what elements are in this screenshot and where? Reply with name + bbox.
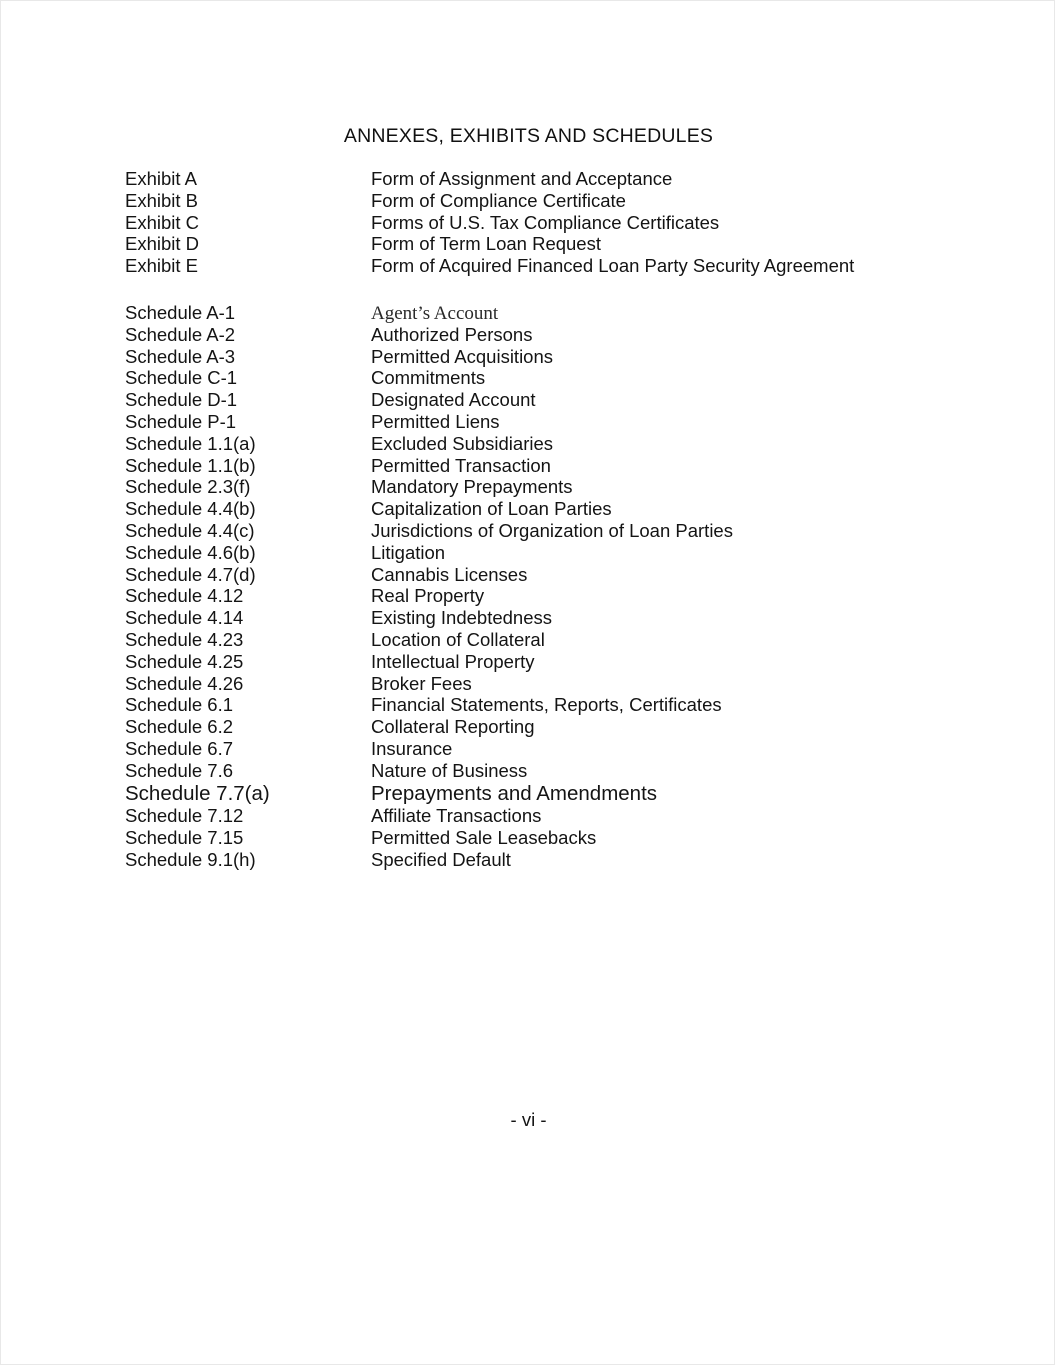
schedule-row <box>125 302 985 324</box>
schedule-row <box>125 716 985 738</box>
exhibit-row <box>125 233 985 255</box>
schedule-row <box>125 346 985 368</box>
schedule-row-label: Schedule 7.6 <box>125 759 234 781</box>
schedule-row-description: Excluded Subsidiaries <box>371 432 554 454</box>
schedule-row-label: Schedule 7.12 <box>125 805 244 827</box>
schedule-row-label: Schedule 6.2 <box>125 716 234 738</box>
exhibit-list <box>125 168 985 277</box>
schedule-row <box>125 607 985 629</box>
schedule-row-description: Cannabis Licenses <box>371 563 528 585</box>
schedule-row-label: Schedule 1.1(b) <box>125 454 256 476</box>
schedule-row <box>125 367 985 389</box>
exhibit-row-description: Form of Compliance Certificate <box>371 189 626 211</box>
schedule-row-label: Schedule 4.14 <box>125 607 244 629</box>
schedule-row <box>125 433 985 455</box>
schedule-row-label: Schedule A-1 <box>125 302 236 323</box>
schedule-row-label: Schedule 4.26 <box>125 672 244 694</box>
schedule-row-label: Schedule 4.4(b) <box>125 498 256 520</box>
schedule-row <box>125 760 985 782</box>
page-title: ANNEXES, EXHIBITS AND SCHEDULES <box>343 125 714 147</box>
schedule-row <box>125 542 985 564</box>
schedule-row-description: Location of Collateral <box>371 628 545 650</box>
schedule-row-description: Permitted Acquisitions <box>371 345 554 367</box>
schedule-row-label: Schedule A-3 <box>125 345 236 367</box>
schedule-row-label: Schedule 4.4(c) <box>125 519 255 541</box>
schedule-row-label: Schedule 7.15 <box>125 826 244 848</box>
schedule-row <box>125 411 985 433</box>
exhibit-row <box>125 168 985 190</box>
schedule-row-description: Permitted Sale Leasebacks <box>371 826 597 848</box>
schedule-row <box>125 827 985 849</box>
exhibit-row-description: Forms of U.S. Tax Compliance Certificates <box>371 211 720 233</box>
schedule-list <box>125 302 985 870</box>
exhibit-row-label: Exhibit B <box>125 189 199 211</box>
schedule-row-label: Schedule A-2 <box>125 323 236 345</box>
schedule-row-description: Permitted Transaction <box>371 454 551 476</box>
schedule-row-description: Capitalization of Loan Parties <box>371 498 612 520</box>
exhibit-row-description: Form of Acquired Financed Loan Party Security Agreement <box>371 255 855 277</box>
exhibit-row-label: Exhibit A <box>125 168 197 189</box>
schedule-row-description: Intellectual Property <box>371 650 535 672</box>
schedule-row-label: Schedule C-1 <box>125 367 238 389</box>
schedule-row-description: Litigation <box>371 541 446 563</box>
schedule-row-label: Schedule 4.23 <box>125 628 244 650</box>
schedule-row-label: Schedule 1.1(a) <box>125 432 256 454</box>
page-number: - vi - <box>510 1109 547 1130</box>
schedule-row-label: Schedule P-1 <box>125 410 237 432</box>
schedule-row-description: Authorized Persons <box>371 323 533 345</box>
schedule-row-description: Real Property <box>371 585 485 607</box>
schedule-row <box>125 324 985 346</box>
exhibit-row <box>125 212 985 234</box>
schedule-row <box>125 520 985 542</box>
schedule-row <box>125 805 985 827</box>
exhibit-row-label: Exhibit E <box>125 255 199 277</box>
schedule-row <box>125 782 985 806</box>
schedule-row-label: Schedule 9.1(h) <box>125 848 256 870</box>
schedule-row-label: Schedule 6.7 <box>125 737 234 759</box>
schedule-row-label: Schedule 4.25 <box>125 650 244 672</box>
schedule-row <box>125 849 985 871</box>
exhibit-row-label: Exhibit D <box>125 233 200 255</box>
exhibit-row-description: Form of Assignment and Acceptance <box>371 168 673 189</box>
exhibit-row-description: Form of Term Loan Request <box>371 233 601 255</box>
schedule-row <box>125 389 985 411</box>
schedule-row-description: Existing Indebtedness <box>371 607 553 629</box>
schedule-row <box>125 738 985 760</box>
schedule-row-description: Nature of Business <box>371 759 528 781</box>
schedule-row-description: Affiliate Transactions <box>371 805 542 827</box>
schedule-row-label: Schedule 2.3(f) <box>125 476 251 498</box>
schedule-row-description: Broker Fees <box>371 672 472 694</box>
schedule-row-description: Insurance <box>371 737 453 759</box>
schedule-row <box>125 455 985 477</box>
schedule-row-description: Specified Default <box>371 848 511 870</box>
exhibit-row-label: Exhibit C <box>125 211 200 233</box>
exhibit-row <box>125 255 985 277</box>
schedule-row-description: Collateral Reporting <box>371 716 535 738</box>
schedule-row-description: Commitments <box>371 367 486 389</box>
schedule-row <box>125 629 985 651</box>
schedule-row <box>125 694 985 716</box>
schedule-row-description: Financial Statements, Reports, Certificates <box>371 694 722 716</box>
schedule-row-label: Schedule 4.12 <box>125 585 244 607</box>
schedule-row-description: Permitted Liens <box>371 410 500 432</box>
schedule-row <box>125 673 985 695</box>
schedule-row <box>125 585 985 607</box>
schedule-row-description: Prepayments and Amendments <box>371 781 658 805</box>
schedule-row-description: Designated Account <box>371 389 536 411</box>
exhibit-row <box>125 190 985 212</box>
schedule-row <box>125 564 985 586</box>
schedule-row-description: Mandatory Prepayments <box>371 476 573 498</box>
schedule-row <box>125 651 985 673</box>
schedule-row-description: Jurisdictions of Organization of Loan Parties <box>371 519 733 541</box>
schedule-row-label: Schedule 7.7(a) <box>125 781 270 805</box>
schedule-row-label: Schedule D-1 <box>125 389 238 411</box>
schedule-row-label: Schedule 6.1 <box>125 694 234 716</box>
schedule-row <box>125 476 985 498</box>
schedule-row <box>125 498 985 520</box>
schedule-row-label: Schedule 4.7(d) <box>125 563 256 585</box>
schedule-row-description: Agent’s Account <box>371 303 499 324</box>
schedule-row-label: Schedule 4.6(b) <box>125 541 256 563</box>
